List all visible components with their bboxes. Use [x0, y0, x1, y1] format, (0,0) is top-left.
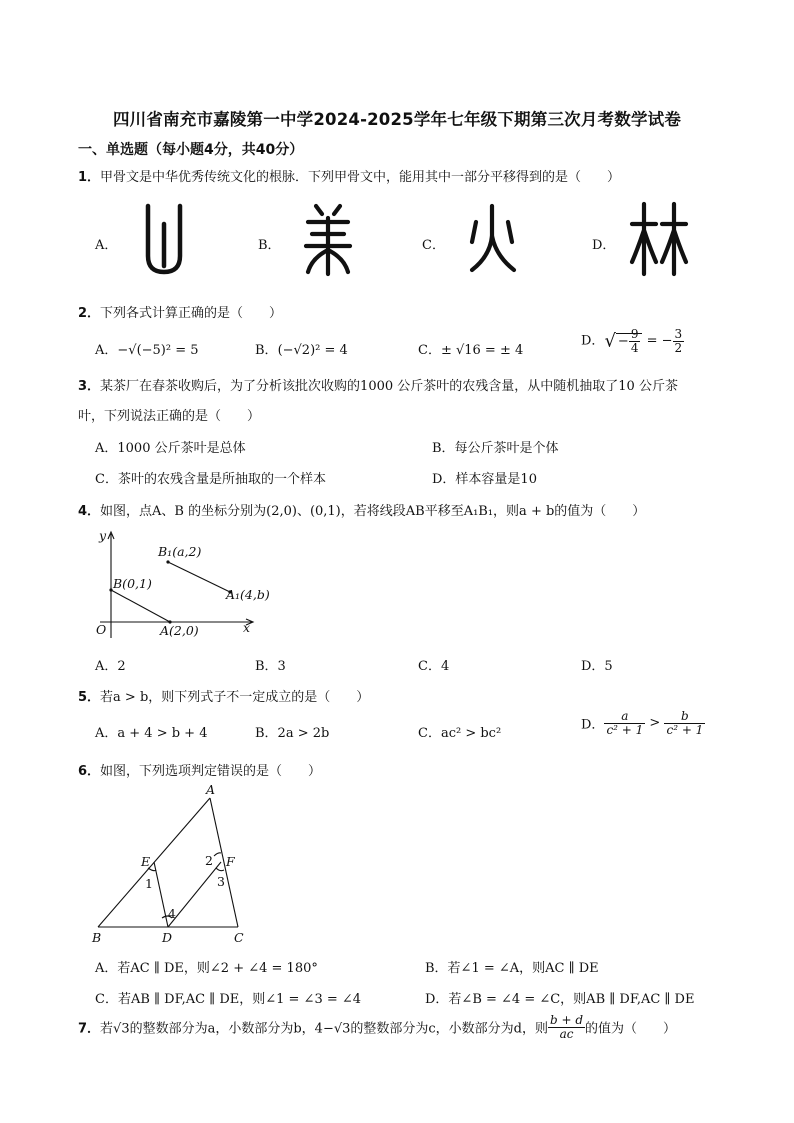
option-a: A．若AC ∥ DE，则∠2 + ∠4 = 180°: [95, 961, 318, 976]
section-heading: 一、单选题（每小题4分，共40分）: [78, 142, 304, 158]
option-a: A．2: [95, 659, 126, 674]
point-b1-label: B₁(a,2): [158, 544, 202, 559]
oracle-glyph-shan-image: [140, 200, 188, 278]
question-number: 4．: [78, 504, 101, 519]
option-d: D． $\frac{a}{\text{c² + 1}}$ > $\frac{b}{\text{c² + 1}}$: [581, 709, 704, 737]
question-4: [78, 500, 645, 519]
point-b-label: B(0,1): [113, 576, 152, 591]
point-b1: [166, 560, 169, 563]
option-c: C．ac² > bc²: [418, 726, 502, 741]
option-label-b: B．: [258, 238, 281, 253]
option-c: C．若AB ∥ DF,AC ∥ DE，则∠1 = ∠3 = ∠4: [95, 992, 362, 1007]
option-a: [95, 339, 199, 358]
fraction-numerator: 9: [630, 327, 639, 341]
question-text-tail: 的值为（ ）: [585, 1021, 677, 1037]
fraction-numerator: b: [664, 710, 705, 724]
option-label: D．: [581, 333, 605, 349]
question-number: 6．: [78, 764, 101, 779]
option-a: A．1000 公斤茶叶是总体: [95, 441, 246, 456]
option-label: D．: [581, 717, 605, 733]
origin-label: O: [96, 622, 107, 637]
option-d: D．样本容量是10: [432, 472, 537, 487]
fraction-denominator: c² + 1: [666, 722, 704, 737]
page-title: 四川省南充市嘉陵第一中学2024-2025学年七年级下期第三次月考数学试卷: [112, 110, 682, 129]
question-number: 3．: [78, 379, 101, 394]
option-b: B．2a > 2b: [255, 726, 330, 741]
question-text: 若√3的整数部分为a，小数部分为b，4−√3的整数部分为c，小数部分为d，则: [100, 1021, 548, 1037]
angle-1-label: 1: [145, 876, 153, 891]
option-d: D．若∠B = ∠4 = ∠C，则AB ∥ DF,AC ∥ DE: [425, 992, 695, 1007]
option-b: B．若∠1 = ∠A，则AC ∥ DE: [425, 961, 599, 976]
question-text: 某茶厂在春茶收购后，为了分析该批次收购的1000 公斤茶叶的农残含量，从中随机抽取了10 公斤茶: [100, 379, 678, 394]
option-d: D．5: [581, 659, 613, 674]
option-expression: ± √16 = ± 4: [440, 343, 524, 358]
question-3: [78, 375, 678, 394]
option-expression: −√(−5)² = 5: [117, 343, 199, 358]
option-b: [255, 339, 348, 358]
point-a1-label: A₁(4,b): [226, 587, 270, 602]
question-text: 下列各式计算正确的是（ ）: [100, 306, 283, 321]
vertex-c-label: C: [234, 930, 244, 945]
question-5: [78, 686, 369, 705]
question-text: 如图，下列选项判定错误的是（ ）: [100, 764, 322, 779]
angle-2-label: 2: [205, 853, 213, 868]
oracle-glyph-huo-image: [464, 202, 520, 274]
question-6: [78, 760, 321, 779]
option-d: D．√ − $\frac{9}{4}$ = − $\frac{3}{2}$: [581, 327, 683, 355]
option-b: B．3: [255, 659, 286, 674]
angle-4-label: 4: [168, 906, 176, 921]
fraction-denominator: c² + 1: [606, 722, 644, 737]
question-3-continued: 叶，下列说法正确的是（ ）: [78, 409, 261, 424]
question-text: 甲骨文是中华优秀传统文化的根脉．下列甲骨文中，能用其中一部分平移得到的是（ ）: [100, 170, 621, 185]
question-number: 2．: [78, 306, 101, 321]
question-text: 如图，点A、B 的坐标分别为(2,0)、(0,1)，若将线段AB平移至A₁B₁，则a + b的值为（ ）: [100, 504, 646, 519]
point-d-label: D: [162, 930, 173, 945]
fraction-denominator: ac: [559, 1026, 574, 1041]
fraction-numerator: a: [604, 710, 645, 724]
option-expression: (−√2)² = 4: [277, 343, 348, 358]
vertex-a-label: A: [206, 782, 216, 797]
oracle-glyph-lin-image: [628, 200, 690, 278]
option-c: C．4: [418, 659, 450, 674]
option-label-d: D．: [592, 238, 616, 253]
option-c: C．茶叶的农残含量是所抽取的一个样本: [95, 472, 326, 487]
option-label: B．: [255, 343, 278, 358]
option-b: B．每公斤茶叶是个体: [432, 441, 559, 456]
triangle-figure: [88, 780, 258, 950]
point-a-label: A(2,0): [160, 623, 199, 638]
point-e-label: E: [141, 854, 151, 869]
fraction-denominator: 4: [630, 340, 639, 355]
question-2: [78, 302, 282, 321]
fraction-numerator: b + d: [550, 1013, 584, 1027]
x-axis-label: x: [243, 620, 251, 635]
question-number: 5．: [78, 690, 101, 705]
coordinate-figure: [90, 526, 280, 644]
option-label-c: C．: [422, 238, 445, 253]
oracle-glyph-yang-image: [300, 200, 356, 278]
vertex-b-label: B: [92, 930, 102, 945]
option-label: C．: [418, 343, 441, 358]
fraction-denominator: 2: [674, 340, 683, 355]
question-number: 7．: [78, 1021, 101, 1037]
point-f-label: F: [226, 854, 235, 869]
question-7: [78, 1014, 676, 1040]
option-a: A．a + 4 > b + 4: [95, 726, 208, 741]
option-label: A．: [95, 343, 118, 358]
y-axis-label: y: [99, 528, 107, 543]
fraction-numerator: 3: [674, 327, 683, 341]
option-c: [418, 339, 523, 358]
question-text: 若a > b，则下列式子不一定成立的是（ ）: [100, 690, 370, 705]
angle-3-label: 3: [217, 874, 225, 889]
option-label-a: A．: [95, 238, 118, 253]
question-number: 1．: [78, 170, 101, 185]
question-1: [78, 166, 620, 185]
